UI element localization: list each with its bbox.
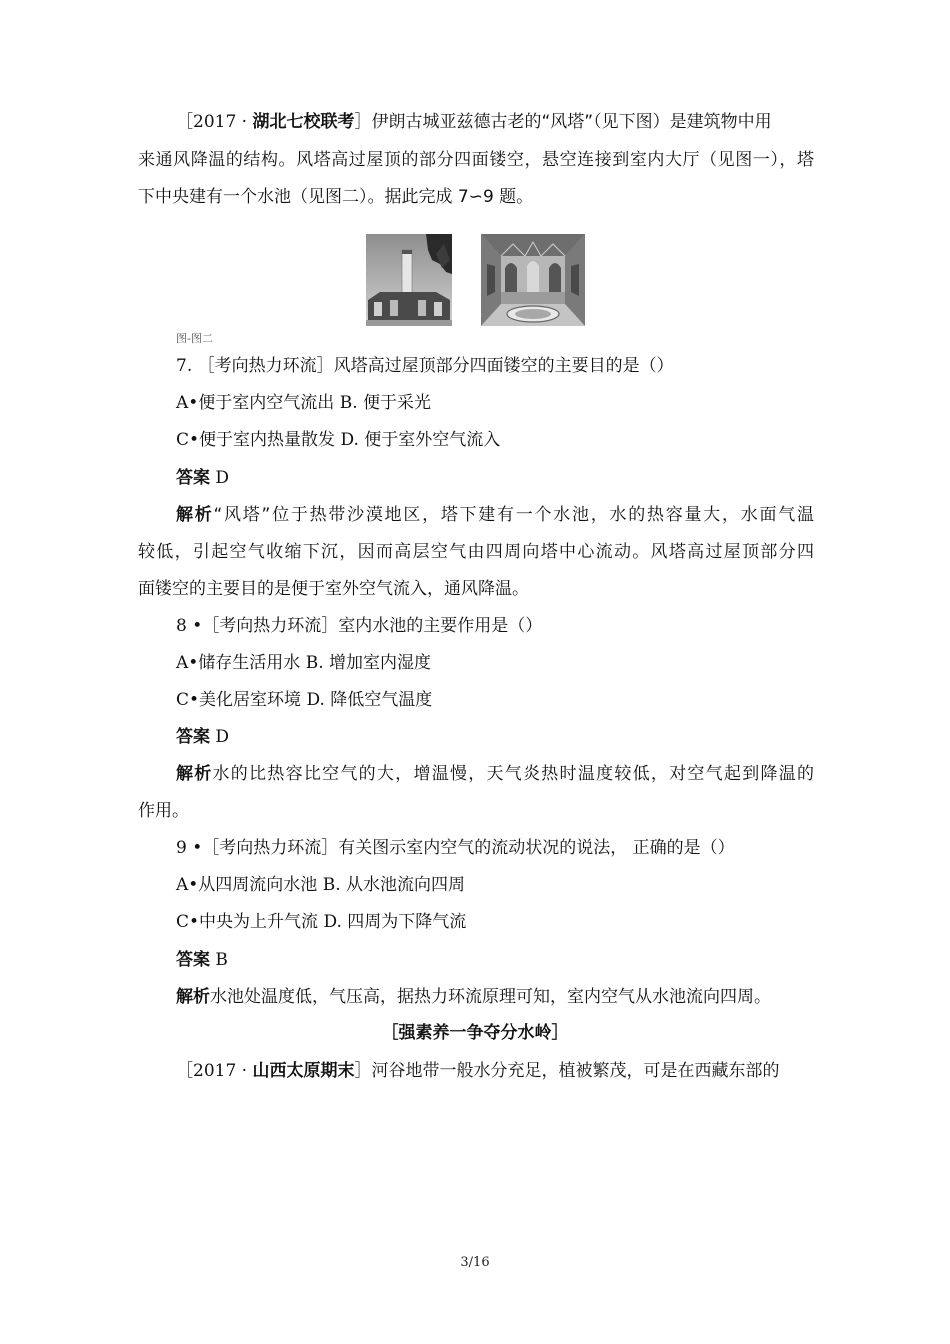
next-bracket-close: ］ [354,1061,372,1081]
intro-bracket-open: ［2017 · [176,112,253,132]
q7-answer [176,466,229,490]
q9-answer [176,948,228,972]
q9-analysis-label: 解析 [176,987,210,1007]
q8-options-ab: A•储存生活用水 B. 增加室内湿度 [176,653,432,673]
next-source: 山西太原期末 [252,1061,355,1081]
q7-answer-value: D [210,468,230,488]
q8-analysis-line-1 [176,762,814,786]
q9-options-ab: A•从四周流向水池 B. 从水池流向四周 [176,875,466,895]
q8-analysis-line-2: 作用。 [138,801,189,821]
figure-caption: 图-图二 [176,332,213,345]
intro-line-1 [176,110,772,134]
intro-line-1-text: 伊朗古城亚兹德古老的“风塔”（见下图）是建筑物中用 [371,112,772,132]
q7-analysis-label: 解析 [176,505,214,525]
q9-answer-value: B [210,950,228,970]
next-passage-text: 河谷地带一般水分充足，植被繁茂，可是在西藏东部的 [371,1061,780,1081]
q8-answer [176,725,229,749]
q8-analysis-label: 解析 [176,764,213,784]
q7-answer-label: 答案 [176,468,210,488]
section-title: ［强素养一争夺分水岭］ [381,1023,569,1043]
next-bracket-open: ［2017 · [176,1061,253,1081]
q7-analysis-line-1 [176,503,814,527]
intro-source: 湖北七校联考 [252,112,355,132]
q8-analysis-text-1: 水的比热容比空气的大，增温慢，天气炎热时温度较低，对空气起到降温的 [212,764,815,784]
q8-answer-label: 答案 [176,727,210,747]
q7-analysis-line-2: 较低，引起空气收缩下沉，因而高层空气由四周向塔中心流动。风塔高过屋顶部分四 [138,542,814,562]
figure-2-interior-pool-photo [481,234,585,326]
q7-options-cd: C•便于室内热量散发 D. 便于室外空气流入 [176,430,501,450]
q7-options-ab: A•便于室内空气流出 B. 便于采光 [176,393,432,413]
q7-analysis-text-1: “风塔”位于热带沙漠地区，塔下建有一个水池，水的热容量大，水面气温 [213,505,814,525]
q9-options-cd: C•中央为上升气流 D. 四周为下降气流 [176,912,467,932]
figure-1-wind-tower-photo [366,234,452,326]
q8-answer-value: D [210,727,230,747]
intro-line-3: 下中央建有一个水池（见图二）。据此完成 7∽9 题。 [138,187,534,207]
q9-stem: 9 •［考向热力环流］有关图示室内空气的流动状况的说法， 正确的是（） [176,838,735,858]
q9-answer-label: 答案 [176,950,210,970]
q8-stem: 8 •［考向热力环流］室内水池的主要作用是（） [176,616,543,636]
q9-analysis-text-1: 水池处温度低，气压高，据热力环流原理可知，室内空气从水池流向四周。 [210,987,771,1007]
intro-line-2: 来通风降温的结构。风塔高过屋顶的部分四面镂空，悬空连接到室内大厅（见图一），塔 [138,150,814,170]
q9-analysis-line-1 [176,985,771,1009]
q8-options-cd: C•美化居室环境 D. 降低空气温度 [176,690,433,710]
intro-bracket-close: ］ [354,112,372,132]
q7-stem: 7. ［考向热力环流］风塔高过屋顶部分四面镂空的主要目的是（） [176,356,674,376]
page-number: 3/16 [460,1255,490,1270]
next-passage-line-1 [176,1059,779,1083]
q7-analysis-line-3: 面镂空的主要目的是便于室外空气流入，通风降温。 [138,579,529,599]
